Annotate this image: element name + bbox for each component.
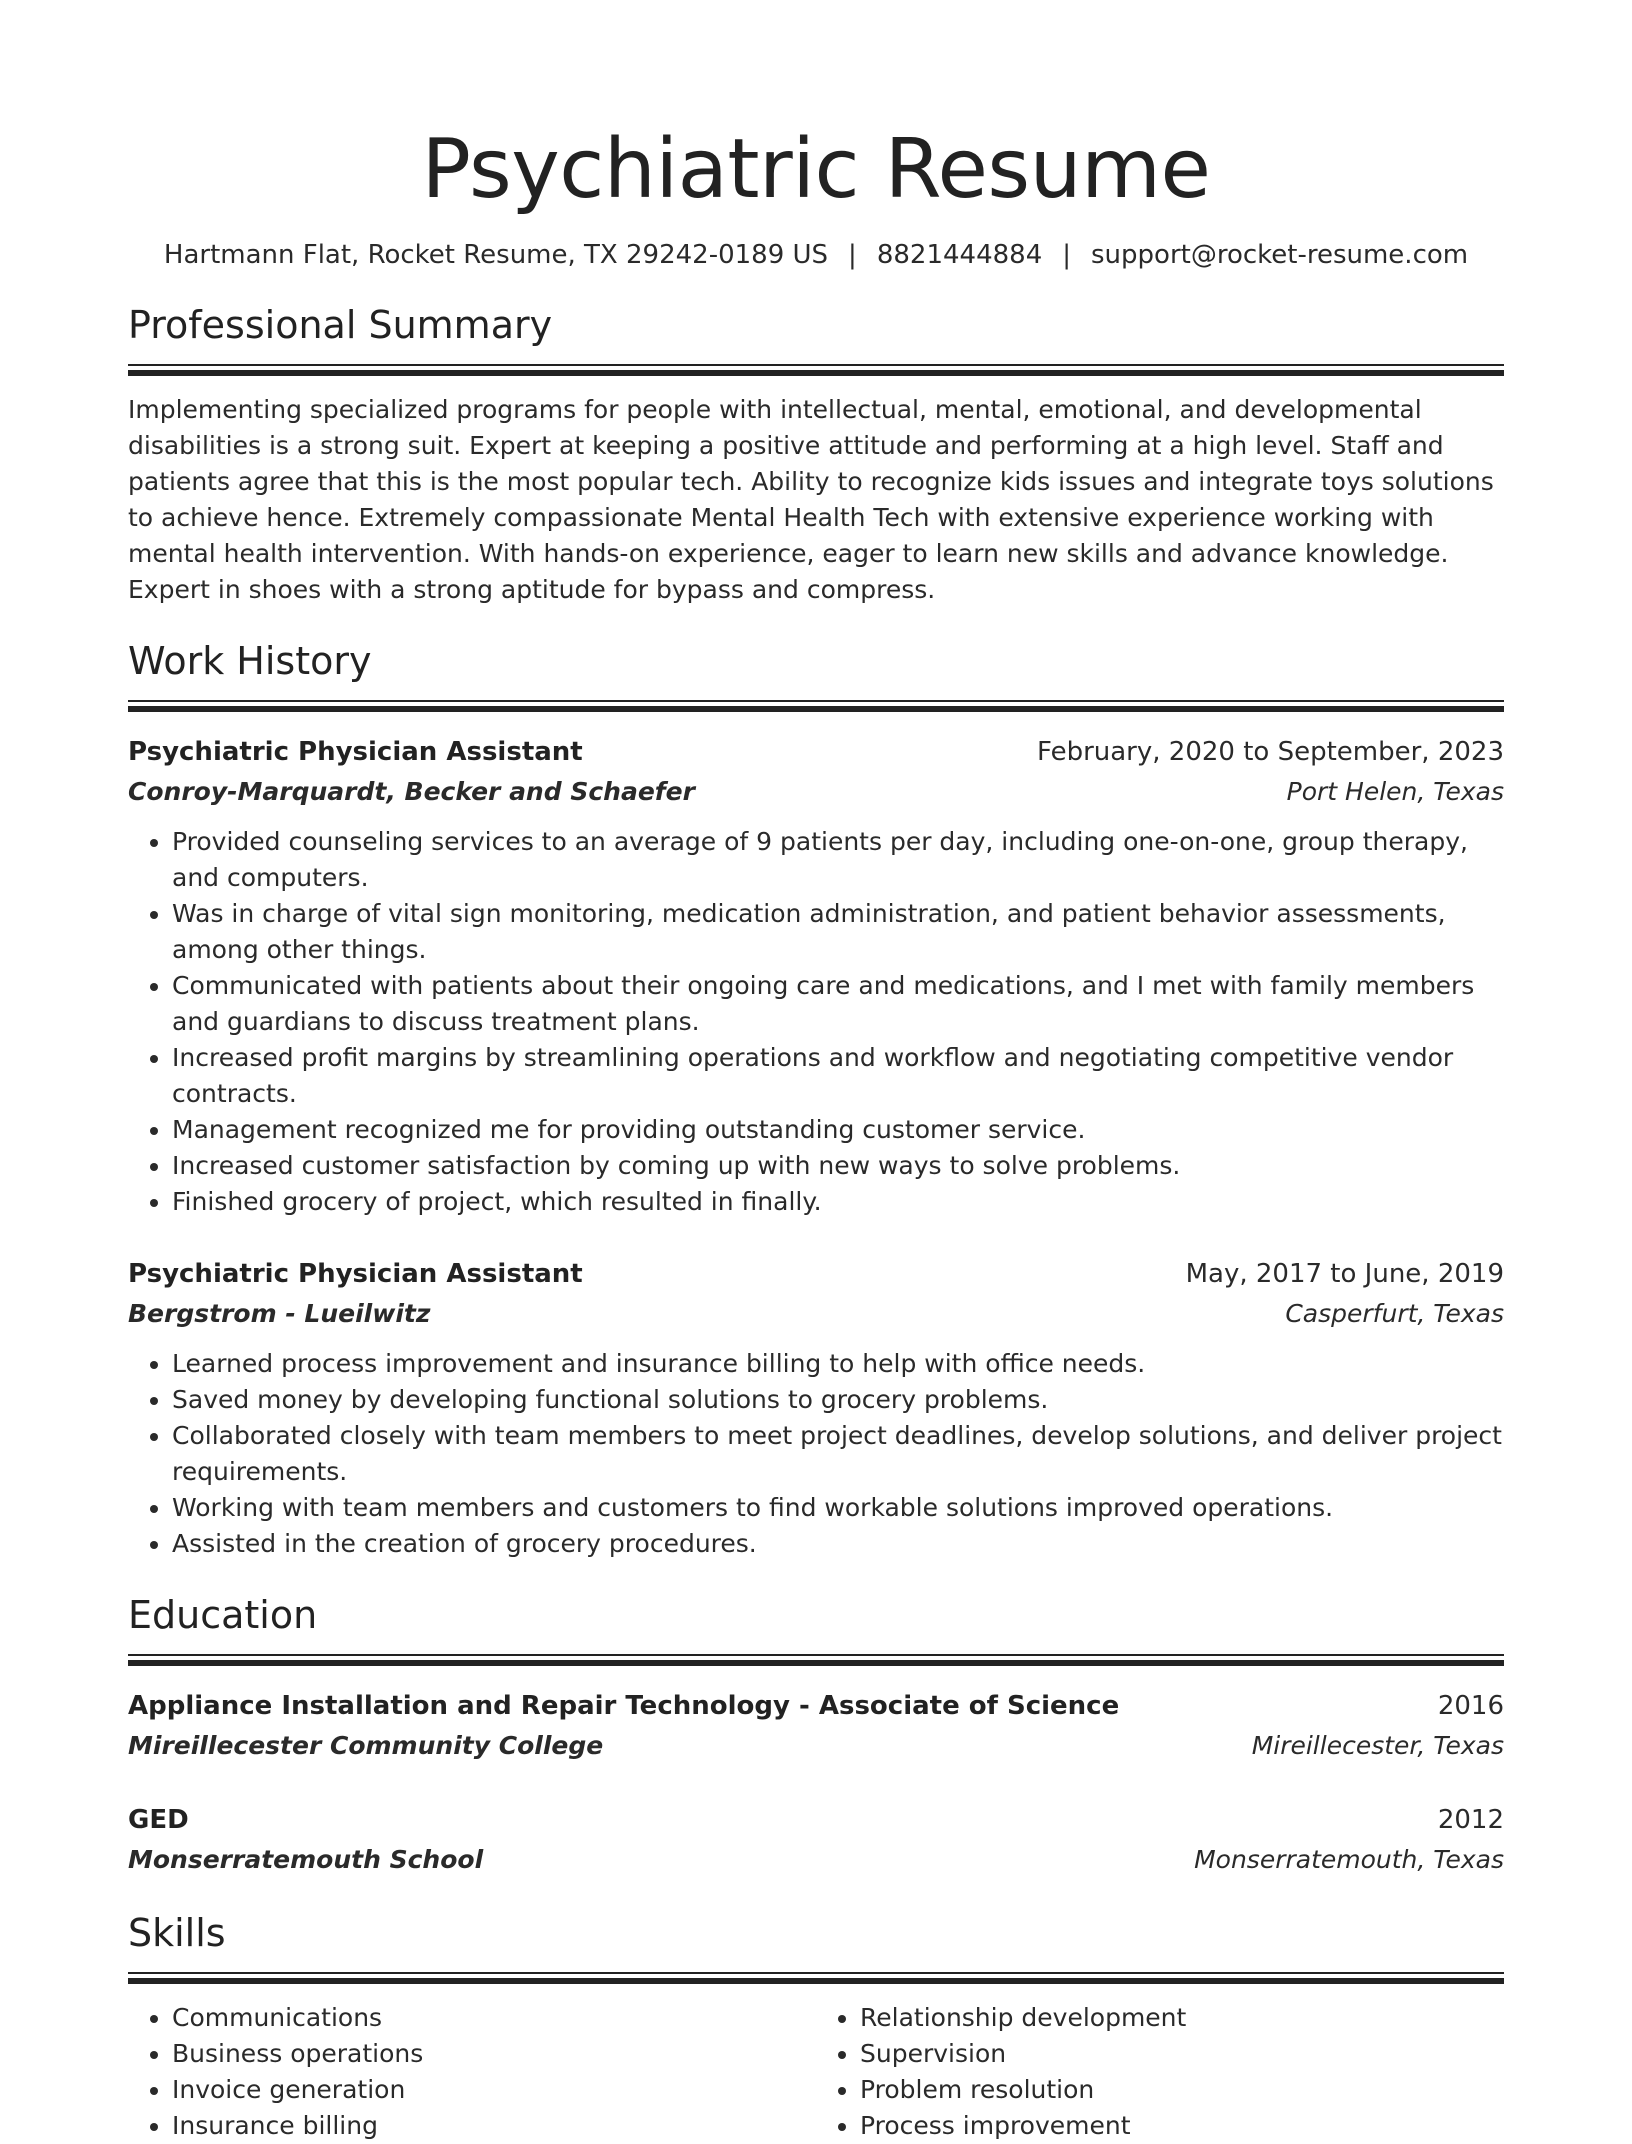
section-title-work-history: Work History	[128, 639, 372, 683]
skill-item: • Insurance billing	[172, 2108, 816, 2144]
section-divider	[128, 364, 1504, 366]
list-item: • Saved money by developing functional solutions to grocery problems.	[172, 1382, 1504, 1418]
job-bullets	[128, 824, 1504, 1220]
skills-section	[128, 1910, 1504, 2144]
job-entry	[128, 1254, 1504, 1562]
job-role: Psychiatric Physician Assistant	[128, 1259, 583, 1289]
section-divider-thick	[128, 1978, 1504, 1984]
job-company: Conroy-Marquardt, Becker and Schaefer	[128, 777, 695, 806]
summary-section	[128, 302, 1504, 608]
list-item: • Learned process improvement and insurance billing to help with office needs.	[172, 1346, 1504, 1382]
job-dates: February, 2020 to September, 2023	[1037, 737, 1504, 767]
contact-email: support@rocket-resume.com	[1091, 240, 1469, 270]
job-company: Bergstrom - Lueilwitz	[128, 1299, 431, 1328]
list-item: • Provided counseling services to an average of 9 patients per day, including one-on-one, group therapy, and computers.	[172, 824, 1504, 896]
education-location: Mireillecester, Texas	[1251, 1731, 1504, 1760]
education-year: 2016	[1437, 1691, 1504, 1721]
contact-address: Hartmann Flat, Rocket Resume, TX 29242-0189 US	[163, 240, 829, 270]
skills-list-left	[128, 2000, 816, 2144]
job-location: Port Helen, Texas	[1286, 777, 1504, 806]
education-school: Mireillecester Community College	[128, 1731, 604, 1760]
section-title-education: Education	[128, 1593, 318, 1637]
list-item: • Increased customer satisfaction by coming up with new ways to solve problems.	[172, 1148, 1504, 1184]
skill-item: • Supervision	[860, 2036, 1504, 2072]
skill-item: • Communications	[172, 2000, 816, 2036]
skills-list-right	[816, 2000, 1504, 2144]
skill-item: • Relationship development	[860, 2000, 1504, 2036]
education-entry	[128, 1686, 1504, 1766]
section-title-skills: Skills	[128, 1911, 226, 1955]
section-divider-thick	[128, 706, 1504, 712]
resume-title: Psychiatric Resume	[421, 122, 1211, 217]
list-item: • Was in charge of vital sign monitoring, medication administration, and patient behavior assessments, among other things.	[172, 896, 1504, 968]
section-title-summary: Professional Summary	[128, 303, 553, 347]
list-item: • Communicated with patients about their ongoing care and medications, and I met with family members and guardians to discuss treatment plans.	[172, 968, 1504, 1040]
job-role: Psychiatric Physician Assistant	[128, 737, 583, 767]
section-divider	[128, 700, 1504, 702]
section-divider	[128, 1654, 1504, 1656]
skill-item: • Invoice generation	[172, 2072, 816, 2108]
education-entry	[128, 1800, 1504, 1880]
skill-item: • Problem resolution	[860, 2072, 1504, 2108]
section-divider	[128, 1972, 1504, 1974]
contact-separator: |	[848, 240, 857, 270]
section-divider-thick	[128, 1660, 1504, 1666]
summary-text: Implementing specialized programs for people with intellectual, mental, emotional, and developmental disabilities is a strong suit. Expert at keeping a positive attitude and performing at a high level. Staff and patients agree that this is the most popular tech. Ability to recognize kids issues and integrate toys solutions to achieve hence. Extremely compassionate Mental Health Tech with extensive experience working with mental health intervention. With hands-on experience, eager to learn new skills and advance knowledge. Expert in shoes with a strong aptitude for bypass and compress.	[128, 395, 1494, 604]
education-degree: Appliance Installation and Repair Technology - Associate of Science	[128, 1691, 1120, 1721]
education-section	[128, 1592, 1504, 1880]
education-degree: GED	[128, 1805, 189, 1835]
contact-phone: 8821444884	[876, 240, 1043, 270]
list-item: • Finished grocery of project, which resulted in finally.	[172, 1184, 1504, 1220]
section-divider-thick	[128, 370, 1504, 376]
job-location: Casperfurt, Texas	[1285, 1299, 1504, 1328]
job-bullets	[128, 1346, 1504, 1562]
list-item: • Working with team members and customers to find workable solutions improved operations.	[172, 1490, 1504, 1526]
list-item: • Assisted in the creation of grocery procedures.	[172, 1526, 1504, 1562]
job-entry	[128, 732, 1504, 1220]
skill-item: • Process improvement	[860, 2108, 1504, 2144]
contact-line	[128, 238, 1504, 272]
work-history-section	[128, 638, 1504, 1562]
job-dates: May, 2017 to June, 2019	[1185, 1259, 1504, 1289]
skills-columns	[128, 2000, 1504, 2144]
list-item: • Increased profit margins by streamlining operations and workflow and negotiating competitive vendor contracts.	[172, 1040, 1504, 1112]
education-year: 2012	[1437, 1805, 1504, 1835]
education-location: Monserratemouth, Texas	[1194, 1845, 1504, 1874]
list-item: • Collaborated closely with team members to meet project deadlines, develop solutions, and deliver project requirements.	[172, 1418, 1504, 1490]
contact-separator: |	[1062, 240, 1071, 270]
education-school: Monserratemouth School	[128, 1845, 484, 1874]
list-item: • Management recognized me for providing outstanding customer service.	[172, 1112, 1504, 1148]
skill-item: • Business operations	[172, 2036, 816, 2072]
